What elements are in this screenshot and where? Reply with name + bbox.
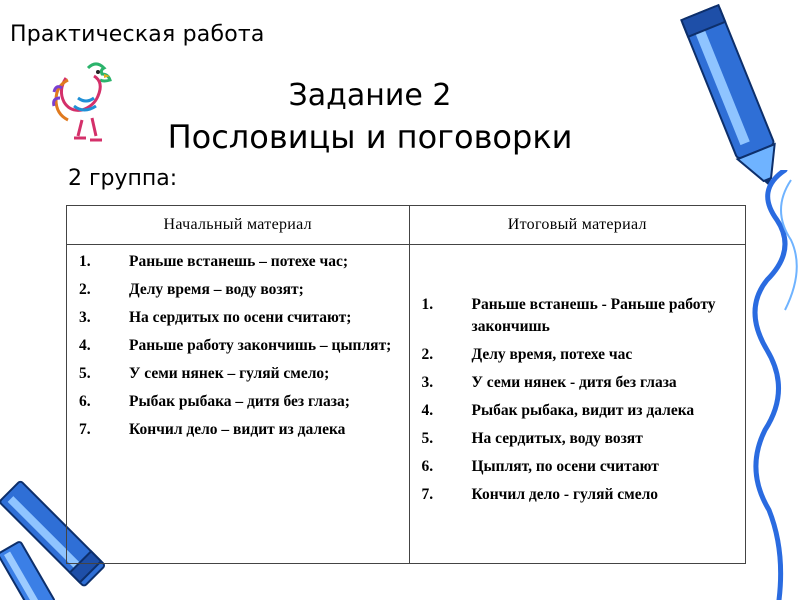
final-list (410, 286, 746, 522)
item-number: 7. (79, 421, 91, 438)
task-title: Задание 2 (288, 78, 452, 113)
item-number: 7. (421, 486, 434, 503)
item-text: Делу время, потехе час (471, 346, 633, 363)
item-text: У семи нянек - дитя без глаза (471, 374, 677, 391)
item-text: Раньше работу закончишь – цыплят; (129, 337, 392, 354)
practical-work-label: Практическая работа (10, 22, 265, 47)
list-item (422, 372, 740, 394)
item-number: 3. (79, 309, 91, 326)
task-subtitle: Пословицы и поговорки (167, 118, 573, 156)
list-item (79, 279, 395, 301)
item-text: Цыплят, по осени считают (471, 458, 659, 475)
item-text: Раньше встанешь – потехе час; (129, 253, 349, 270)
item-text: Рыбак рыбака, видит из далека (471, 402, 695, 419)
header-initial-material: Начальный материал (67, 206, 410, 245)
list-item (79, 363, 395, 385)
item-text: Рыбак рыбака – дитя без глаза; (129, 393, 350, 410)
item-text: Раньше встанешь - Раньше работу закончишь (471, 296, 716, 335)
item-number: 2. (79, 281, 91, 298)
table-header-row (67, 206, 746, 245)
group-label: 2 группа: (68, 166, 178, 191)
item-number: 6. (79, 393, 91, 410)
item-text: На сердитых, воду возят (471, 430, 643, 447)
table-row (67, 245, 746, 564)
list-item (79, 335, 395, 357)
header-final-material: Итоговый материал (409, 206, 746, 245)
proverbs-table (66, 205, 746, 564)
item-number: 2. (421, 346, 434, 363)
item-text: У семи нянек – гуляй смело; (129, 365, 330, 382)
item-number: 5. (421, 430, 434, 447)
list-item (79, 251, 395, 273)
initial-list (67, 245, 409, 441)
list-item (422, 428, 740, 450)
item-number: 5. (79, 365, 91, 382)
list-item (79, 307, 395, 329)
item-number: 1. (79, 253, 91, 270)
item-number: 4. (79, 337, 91, 354)
initial-material-cell (67, 245, 410, 564)
list-item (79, 391, 395, 413)
item-text: Кончил дело – видит из далека (129, 421, 346, 438)
list-item (422, 294, 740, 338)
item-number: 3. (421, 374, 434, 391)
item-number: 4. (421, 402, 434, 419)
list-item (422, 456, 740, 478)
item-number: 1. (421, 296, 434, 313)
list-item (422, 484, 740, 506)
item-text: На сердитых по осени считают; (129, 309, 352, 326)
item-text: Кончил дело - гуляй смело (471, 486, 659, 503)
item-text: Делу время – воду возят; (129, 281, 304, 298)
list-item (422, 344, 740, 366)
item-number: 6. (421, 458, 434, 475)
list-item (422, 400, 740, 422)
final-material-cell (409, 245, 746, 564)
blue-swirl-icon (745, 170, 800, 600)
list-item (79, 419, 395, 441)
